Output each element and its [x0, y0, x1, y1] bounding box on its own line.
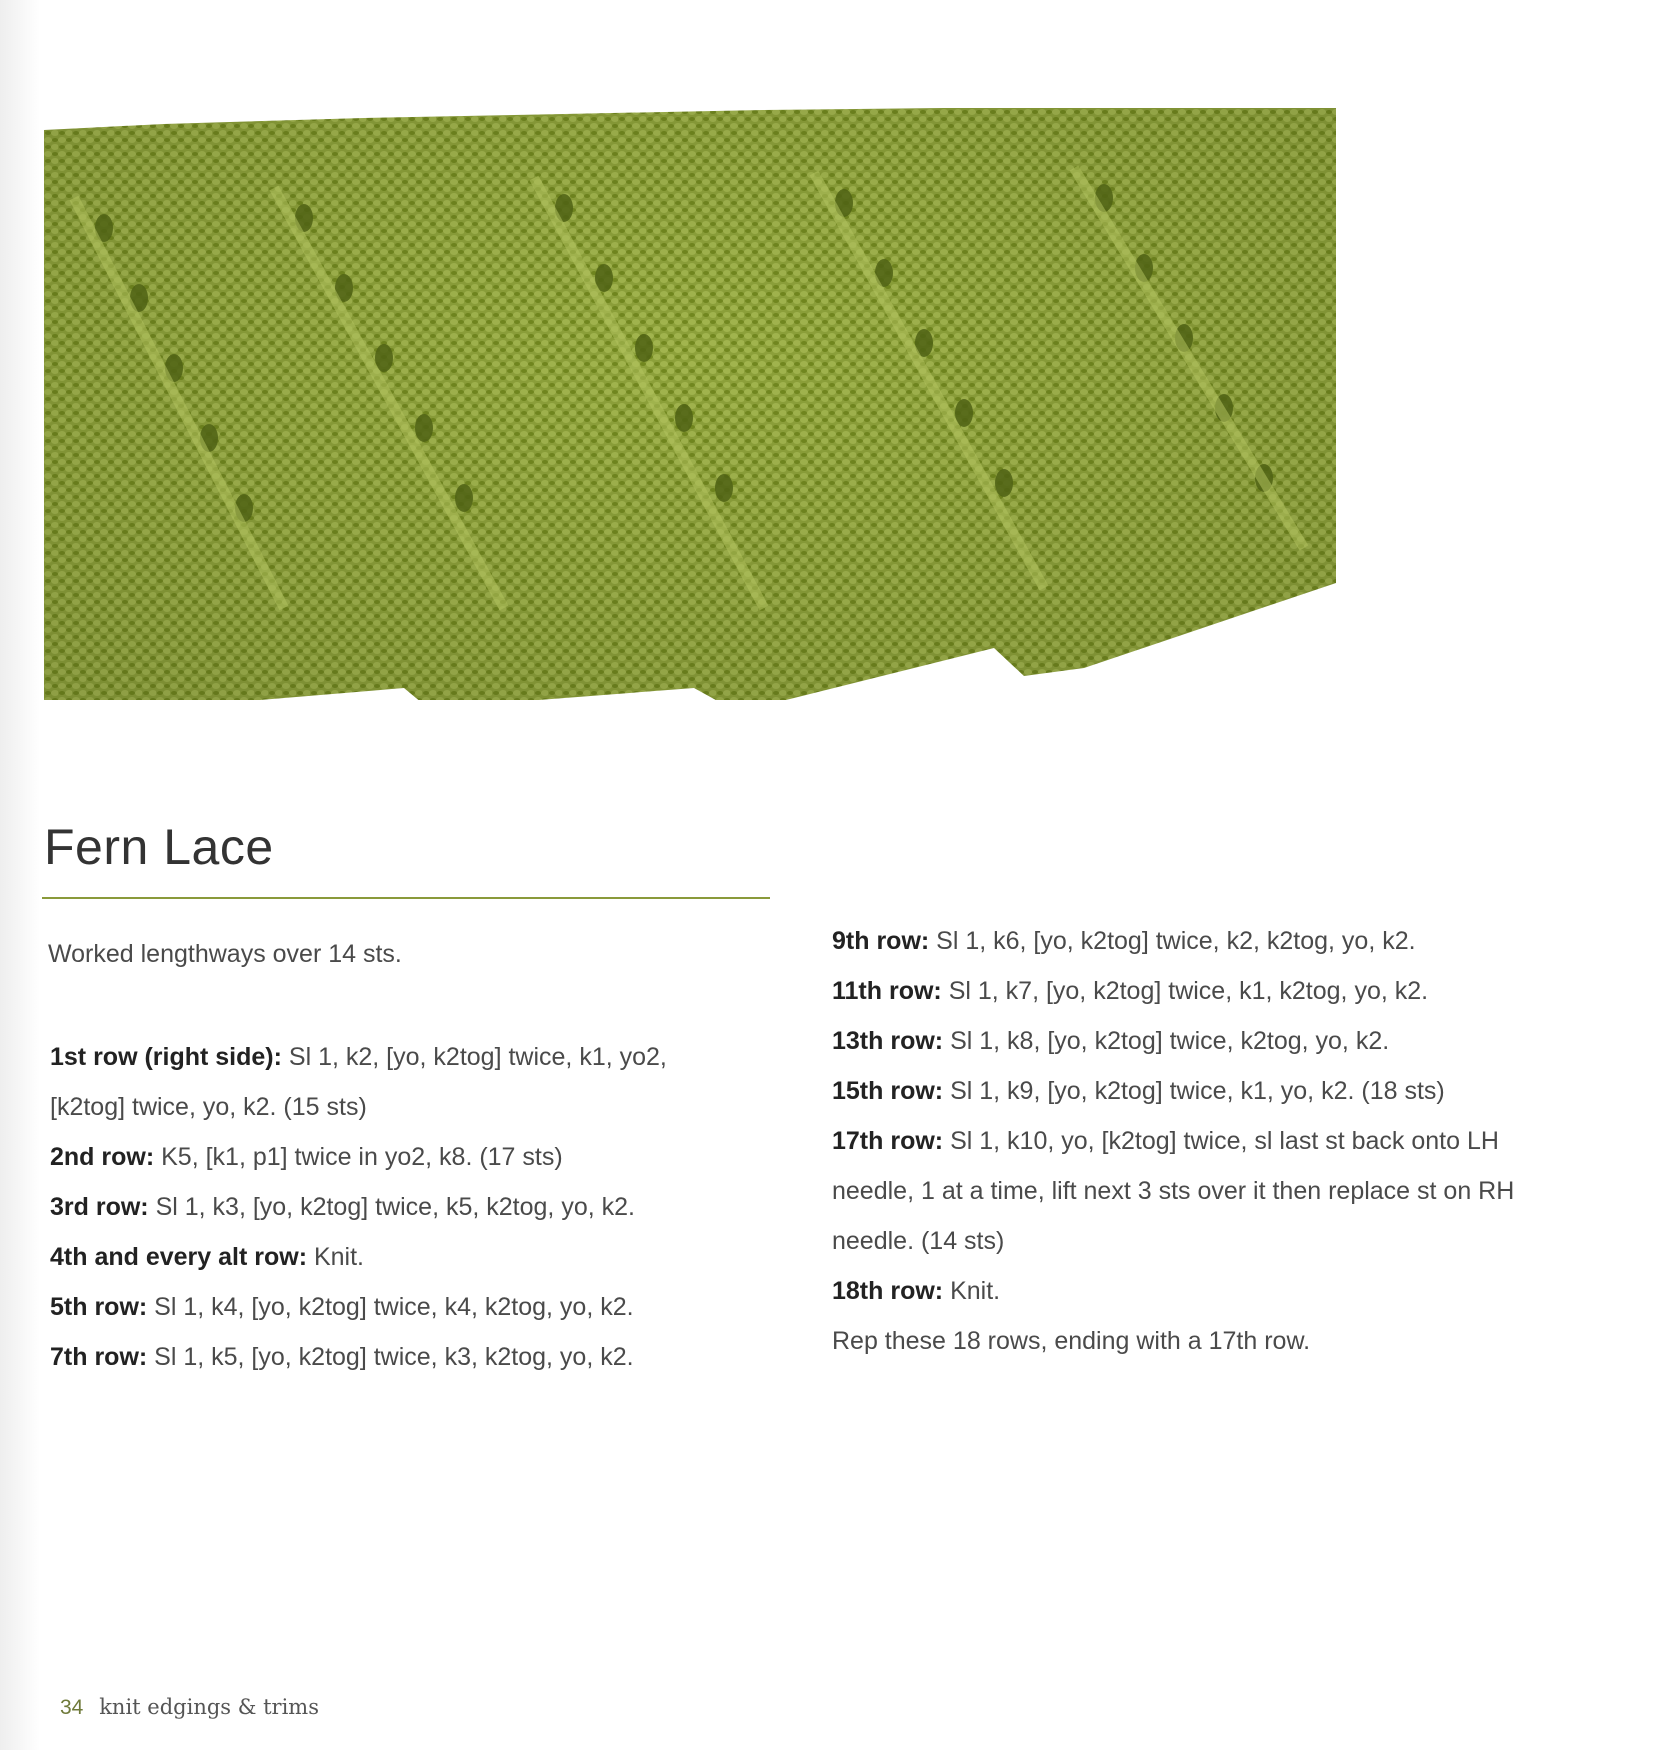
title-underline [42, 897, 770, 899]
instruction-row: 5th row: Sl 1, k4, [yo, k2tog] twice, k4, k2tog, yo, k2. [50, 1293, 634, 1321]
fern-lace-swatch-photo [44, 108, 1336, 700]
section-title: knit edgings & trims [99, 1695, 319, 1719]
instruction-row: 17th row: Sl 1, k10, yo, [k2tog] twice, sl last st back onto LH needle, 1 at a time, lift next 3 sts over it then replace st on RH needle. (14 sts) [832, 1127, 1515, 1255]
instruction-row: 3rd row: Sl 1, k3, [yo, k2tog] twice, k5, k2tog, yo, k2. [50, 1193, 635, 1221]
page-spine-shadow [0, 0, 40, 1750]
instruction-row: Rep these 18 rows, ending with a 17th row. [832, 1327, 1311, 1355]
instruction-row: 9th row: Sl 1, k6, [yo, k2tog] twice, k2, k2tog, yo, k2. [832, 927, 1416, 955]
instruction-row: 4th and every alt row: Knit. [50, 1243, 365, 1271]
intro-text: Worked lengthways over 14 sts. [48, 940, 402, 968]
instruction-row: 15th row: Sl 1, k9, [yo, k2tog] twice, k1, yo, k2. (18 sts) [832, 1077, 1445, 1105]
instruction-row: 13th row: Sl 1, k8, [yo, k2tog] twice, k2tog, yo, k2. [832, 1027, 1390, 1055]
instruction-row: 7th row: Sl 1, k5, [yo, k2tog] twice, k3, k2tog, yo, k2. [50, 1343, 634, 1371]
instruction-row: 1st row (right side): Sl 1, k2, [yo, k2tog] twice, k1, yo2, [50, 1043, 667, 1071]
instructions-left-column [50, 1032, 750, 1382]
instruction-row: [k2tog] twice, yo, k2. (15 sts) [50, 1093, 367, 1121]
instruction-row: 2nd row: K5, [k1, p1] twice in yo2, k8. (17 sts) [50, 1143, 563, 1171]
page-footer [60, 1695, 319, 1720]
instruction-row: 18th row: Knit. [832, 1277, 1001, 1305]
pattern-title: Fern Lace [44, 819, 274, 875]
instructions-right-column [832, 916, 1552, 1366]
instruction-row: 11th row: Sl 1, k7, [yo, k2tog] twice, k1, k2tog, yo, k2. [832, 977, 1429, 1005]
page-number: 34 [60, 1696, 84, 1719]
